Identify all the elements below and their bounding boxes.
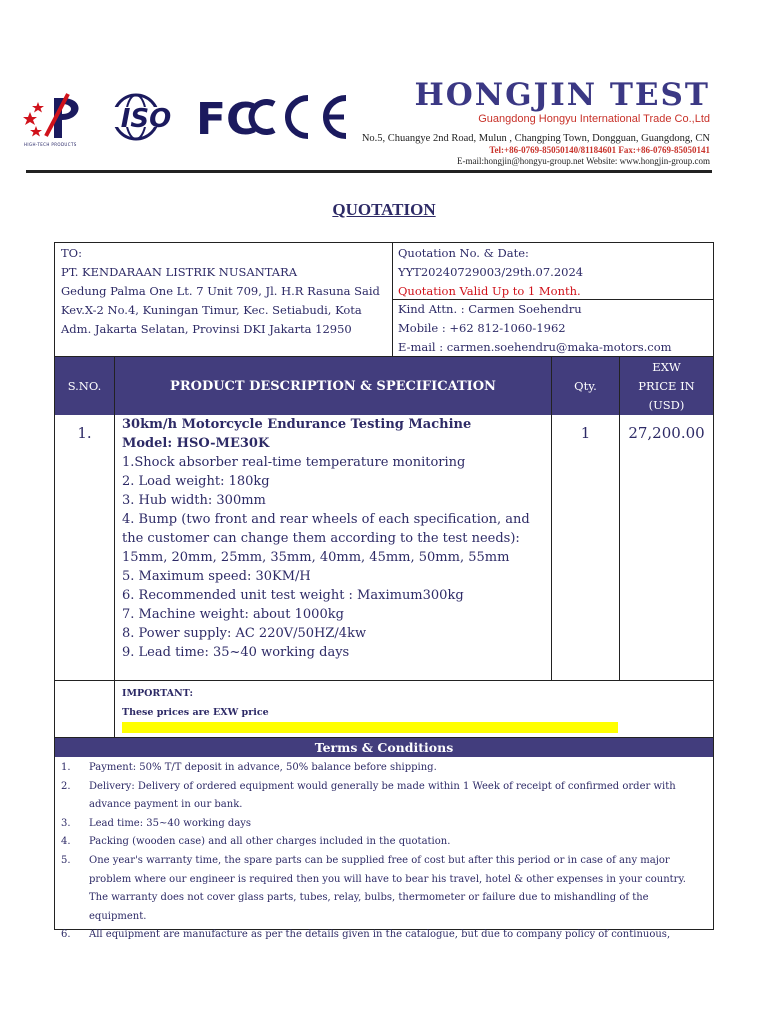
spec-line: 2. Load weight: 180kg — [122, 474, 270, 489]
mobile-line: Mobile : +62 812-1060-1962 — [398, 321, 566, 335]
spec-line: 1.Shock absorber real-time temperature monitoring — [122, 455, 466, 470]
term-number: 1. — [61, 762, 71, 773]
spec-line: 5. Maximum speed: 30KM/H — [122, 569, 311, 584]
header-price-line-3: (USD) — [648, 398, 685, 412]
iso-text: ISO — [120, 104, 172, 134]
spec-line: 8. Power supply: AC 220V/50HZ/4kw — [122, 626, 367, 641]
quotation-label: Quotation No. & Date: — [398, 246, 529, 260]
terms-list — [55, 757, 713, 945]
recipient-address-line-3: Adm. Jakarta Selatan, Provinsi DKI Jakarta 12950 — [61, 322, 352, 336]
term-text: All equipment are manufacture as per the details given in the catalogue, but due to company policy of continuous, — [89, 929, 671, 941]
email-line — [398, 338, 708, 357]
ce-logo — [274, 94, 354, 140]
recipient-cell — [55, 243, 393, 356]
term-number: 3. — [61, 817, 71, 829]
term-text: One year's warranty time, the spare parts can be supplied free of cost but after this period or in case of any major problem where our engineer is required then you will have to bear his travel, hotel & other expenses in your country. The warranty does not cover glass parts, tubes, relay, bulbs, thermometer or failure due to mishandling of the equipment. — [89, 854, 686, 922]
important-text: These prices are EXW price — [122, 707, 269, 718]
product-model: Model: HSO-ME30K — [122, 436, 270, 451]
company-phone: Tel:+86-0769-85050140/81184601 Fax:+86-0769-85050141 — [489, 145, 710, 155]
product-name: 30km/h Motorcycle Endurance Testing Machine — [122, 417, 472, 432]
fcc-logo — [196, 94, 286, 145]
recipient-address-line-2: Kev.X-2 No.4, Kuningan Timur, Kec. Setiabudi, Kota — [61, 303, 362, 317]
term-number: 6. — [61, 929, 71, 941]
certification-logos — [24, 90, 344, 150]
header-divider — [26, 170, 712, 173]
list-item — [61, 852, 707, 926]
terms-title: Terms & Conditions — [55, 738, 713, 757]
quotation-number-cell — [393, 243, 713, 300]
list-item — [61, 833, 707, 852]
spec-line: the customer can change them according to the test needs): — [122, 531, 520, 546]
recipient-company: PT. KENDARAAN LISTRIK NUSANTARA — [61, 265, 298, 279]
list-item — [61, 778, 707, 815]
term-text: Lead time: 35~40 working days — [89, 817, 252, 829]
term-number: 4. — [61, 836, 71, 848]
important-label: IMPORTANT: — [122, 688, 193, 699]
row-qty: 1 — [552, 415, 620, 680]
row-description — [115, 415, 552, 680]
header-description: PRODUCT DESCRIPTION & SPECIFICATION — [115, 357, 552, 415]
header-qty: Qty. — [552, 357, 620, 415]
contact-cell — [393, 300, 713, 356]
company-subtitle: Guangdong Hongyu International Trade Co.,Ltd — [478, 113, 710, 125]
spec-line: 7. Machine weight: about 1000kg — [122, 607, 344, 622]
contact-email-link[interactable]: carmen.soehendru@maka-motors.com — [446, 340, 672, 354]
term-text: Delivery: Delivery of ordered equipment would generally be made within 1 Week of receipt of confirmed order with advance payment in our bank. — [89, 780, 676, 811]
header-price — [620, 357, 713, 415]
document-title: QUOTATION — [332, 200, 436, 219]
quotation-number: YYT20240729003/29th.07.2024 — [398, 265, 584, 279]
letterhead — [0, 0, 768, 178]
product-table — [54, 357, 714, 738]
row-sno: 1. — [55, 415, 115, 680]
recipient-info-table — [54, 242, 714, 357]
term-text: Payment: 50% T/T deposit in advance, 50% balance before shipping. — [89, 762, 437, 773]
recipient-address-line-1: Gedung Palma One Lt. 7 Unit 709, Jl. H.R Rasuna Said — [61, 284, 380, 298]
important-empty-cell — [55, 681, 115, 737]
term-number: 5. — [61, 854, 71, 866]
header-price-line-1: EXW — [652, 360, 681, 374]
yellow-highlight-bar — [122, 722, 618, 733]
header-price-line-2: PRICE IN — [638, 379, 695, 393]
high-tech-products-logo — [24, 90, 96, 150]
logo-caption: HIGH-TECH PRODUCTS — [24, 142, 77, 147]
table-row — [55, 415, 713, 681]
important-note-row — [55, 681, 713, 738]
terms-section — [54, 738, 714, 941]
spec-line: 3. Hub width: 300mm — [122, 493, 266, 508]
company-address: No.5, Chuangye 2nd Road, Mulun , Changping Town, Dongguan, Guangdong, CN — [361, 133, 710, 144]
attention-line: Kind Attn. : Carmen Soehendru — [398, 302, 582, 316]
row-price: 27,200.00 — [628, 424, 705, 442]
list-item — [61, 926, 707, 945]
spec-line: 9. Lead time: 35~40 working days — [122, 645, 350, 660]
header-sno: S.NO. — [55, 357, 115, 415]
fcc-text: FC — [196, 94, 259, 145]
spec-line: 6. Recommended unit test weight : Maximum300kg — [122, 588, 464, 603]
company-name: HONGJIN TEST — [414, 77, 710, 113]
iso-logo — [100, 94, 192, 140]
company-email-website: E-mail:hongjin@hongyu-group.net Website: www.hongjin-group.com — [456, 156, 710, 166]
ce-text: CE — [274, 94, 276, 95]
company-block — [348, 78, 710, 167]
list-item — [61, 815, 707, 834]
list-item — [61, 759, 707, 778]
term-text: Packing (wooden case) and all other charges included in the quotation. — [89, 836, 451, 848]
email-label: E-mail : — [398, 340, 447, 354]
to-label: TO: — [61, 246, 82, 260]
quotation-validity: Quotation Valid Up to 1 Month. — [398, 284, 581, 298]
product-table-header — [55, 357, 713, 415]
spec-line: 4. Bump (two front and rear wheels of each specification, and — [122, 512, 530, 527]
term-number: 2. — [61, 780, 71, 792]
spec-line: 15mm, 20mm, 25mm, 35mm, 40mm, 45mm, 50mm, 55mm — [122, 550, 510, 565]
